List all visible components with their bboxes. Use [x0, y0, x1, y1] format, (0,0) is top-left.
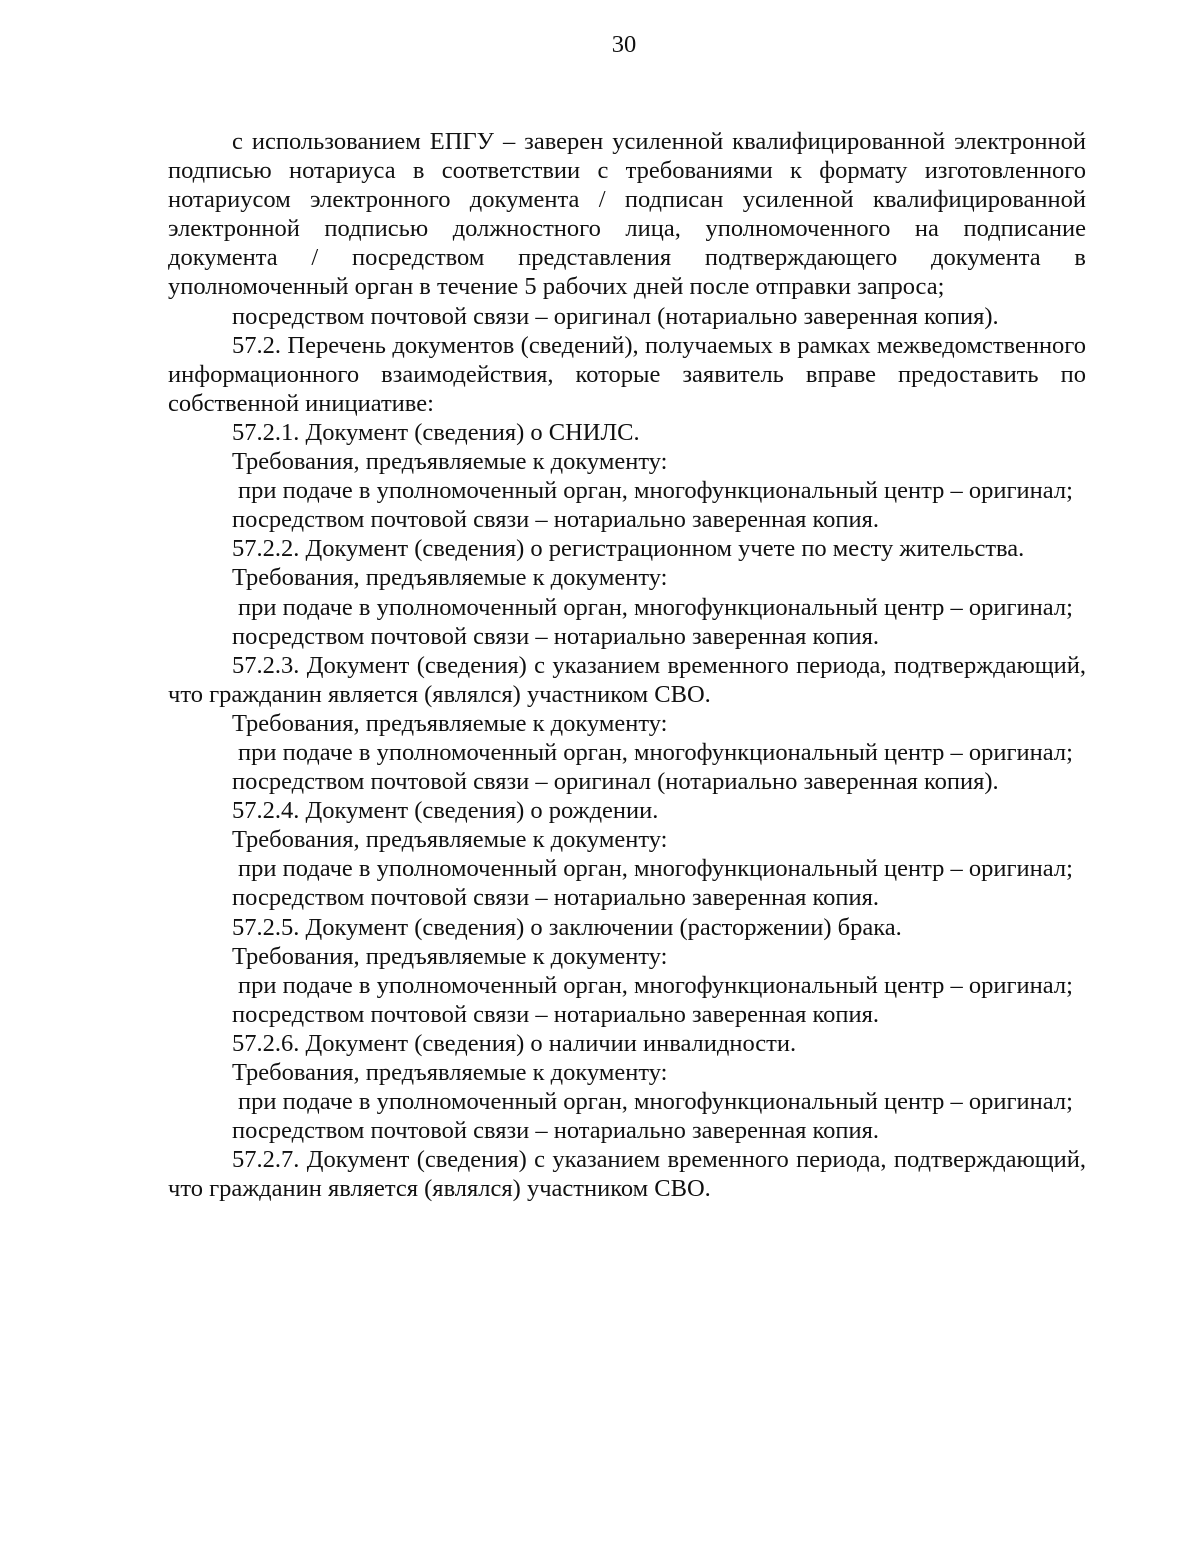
paragraph: с использованием ЕПГУ – заверен усиленной квалифицированной электронной подписью нотариуса в соответствии с требованиями к формату изготовленного нотариусом электронного документа / подписан усиленной квалифицированной электронной подписью должностного лица, уполномоченного на подписание документа / посредством представления подтверждающего документа в уполномоченный орган в течение 5 рабочих дней после отправки запроса;	[168, 128, 1086, 301]
paragraph: 57.2.1. Документ (сведения) о СНИЛС.	[232, 418, 640, 446]
paragraph: при подаче в уполномоченный орган, многофункциональный центр – оригинал;	[238, 477, 1073, 505]
paragraph: при подаче в уполномоченный орган, многофункциональный центр – оригинал;	[238, 738, 1073, 766]
paragraph: Требования, предъявляемые к документу:	[232, 448, 668, 476]
paragraph: 57.2.3. Документ (сведения) с указанием временного периода, подтверждающий, что гражданин является (являлся) участником СВО.	[168, 651, 1086, 708]
paragraph: 57.2.4. Документ (сведения) о рождении.	[232, 797, 659, 825]
paragraph: Требования, предъявляемые к документу:	[232, 826, 668, 854]
document-body	[168, 127, 1086, 1203]
paragraph: посредством почтовой связи – нотариально заверенная копия.	[232, 622, 880, 650]
paragraph: посредством почтовой связи – оригинал (нотариально заверенная копия).	[232, 302, 999, 330]
paragraph: Требования, предъявляемые к документу:	[232, 709, 668, 737]
paragraph: посредством почтовой связи – нотариально заверенная копия.	[232, 1117, 880, 1145]
page-number: 30	[611, 31, 637, 58]
paragraph: при подаче в уполномоченный орган, многофункциональный центр – оригинал;	[238, 855, 1073, 883]
paragraph: Требования, предъявляемые к документу:	[232, 942, 668, 970]
paragraph: 57.2.2. Документ (сведения) о регистрационном учете по месту жительства.	[232, 535, 1025, 563]
paragraph: посредством почтовой связи – нотариально заверенная копия.	[232, 506, 880, 534]
paragraph: при подаче в уполномоченный орган, многофункциональный центр – оригинал;	[238, 1088, 1073, 1116]
paragraph: посредством почтовой связи – оригинал (нотариально заверенная копия).	[232, 768, 999, 796]
paragraph: 57.2. Перечень документов (сведений), получаемых в рамках межведомственного информационного взаимодействия, которые заявитель вправе предоставить по собственной инициативе:	[168, 331, 1086, 417]
paragraph: посредством почтовой связи – нотариально заверенная копия.	[232, 884, 880, 912]
paragraph: при подаче в уполномоченный орган, многофункциональный центр – оригинал;	[238, 971, 1073, 999]
paragraph: 57.2.7. Документ (сведения) с указанием временного периода, подтверждающий, что гражданин является (являлся) участником СВО.	[168, 1146, 1086, 1203]
paragraph: при подаче в уполномоченный орган, многофункциональный центр – оригинал;	[238, 593, 1073, 621]
paragraph: 57.2.6. Документ (сведения) о наличии инвалидности.	[232, 1029, 797, 1057]
paragraph: 57.2.5. Документ (сведения) о заключении (расторжении) брака.	[232, 913, 902, 941]
paragraph: Требования, предъявляемые к документу:	[232, 1059, 668, 1086]
paragraph: Требования, предъявляемые к документу:	[232, 564, 668, 592]
paragraph: посредством почтовой связи – нотариально заверенная копия.	[232, 1000, 880, 1028]
